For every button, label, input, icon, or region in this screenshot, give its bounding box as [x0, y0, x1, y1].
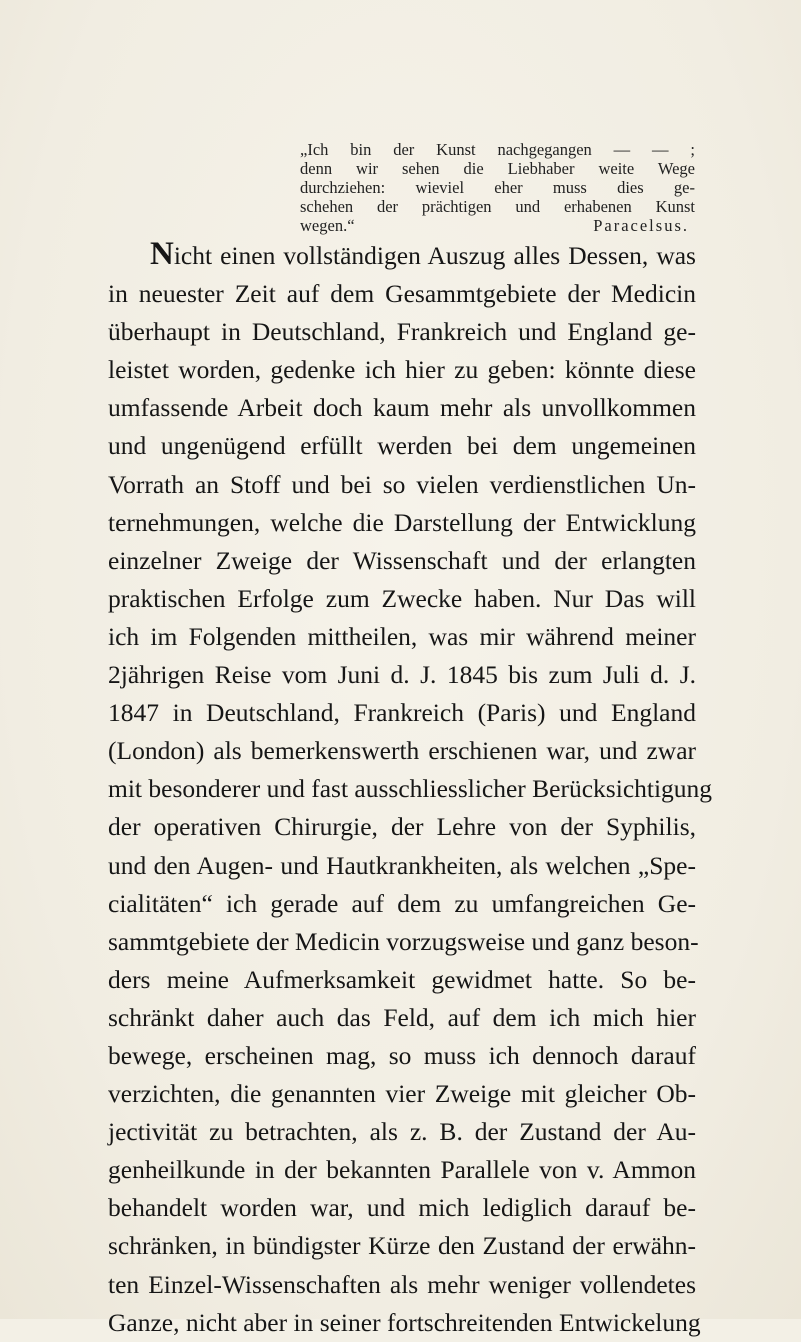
- paragraph-line: praktischen Erfolge zum Zwecke haben. Nur Das will: [108, 583, 696, 613]
- paragraph-line: bewege, erscheinen mag, so muss ich dennoch darauf: [108, 1040, 696, 1070]
- paragraph-line: ich im Folgenden mittheilen, was mir während meiner: [108, 621, 696, 651]
- main-paragraph: [108, 236, 713, 1342]
- paragraph-line: der operativen Chirurgie, der Lehre von der Syphilis,: [108, 812, 696, 842]
- paragraph-line: ders meine Aufmerksamkeit gewidmet hatte. So be-: [108, 964, 696, 994]
- paragraph-line: Vorrath an Stoff und bei so vielen verdienstlichen Un-: [108, 469, 696, 499]
- paragraph-line: schränken, in bündigster Kürze den Zustand der erwähn-: [108, 1231, 696, 1261]
- paragraph-line: ten Einzel-Wissenschaften als mehr weniger vollendetes: [108, 1269, 696, 1299]
- epigraph-author: Paracelsus.: [593, 216, 689, 235]
- paragraph-line: überhaupt in Deutschland, Frankreich und England ge-: [108, 317, 696, 347]
- epigraph-line: durchziehen: wieviel eher muss dies ge-: [300, 178, 695, 197]
- epigraph-line: schehen der prächtigen und erhabenen Kunst: [300, 197, 695, 216]
- paragraph-line: in neuester Zeit auf dem Gesammtgebiete der Medicin: [108, 279, 696, 309]
- paragraph-line: einzelner Zweige der Wissenschaft und der erlangten: [108, 545, 696, 575]
- paragraph-line: cialitäten“ ich gerade auf dem zu umfangreichen Ge-: [108, 888, 696, 918]
- paragraph-line: verzichten, die genannten vier Zweige mit gleicher Ob-: [108, 1079, 696, 1109]
- paragraph-line: leistet worden, gedenke ich hier zu geben: könnte diese: [108, 355, 696, 385]
- paragraph-line: behandelt worden war, und mich lediglich darauf be-: [108, 1193, 696, 1223]
- paragraph-line: (London) als bemerkenswerth erschienen war, und zwar: [108, 736, 696, 766]
- paragraph-line: 1847 in Deutschland, Frankreich (Paris) und England: [108, 698, 696, 728]
- paragraph-line: schränkt daher auch das Feld, auf dem ich mich hier: [108, 1002, 696, 1032]
- epigraph-last-line: [300, 216, 695, 235]
- paragraph-line: sammtgebiete der Medicin vorzugsweise und ganz beson-: [108, 926, 699, 956]
- paragraph-line: genheilkunde in der bekannten Parallele von v. Ammon: [108, 1155, 696, 1185]
- paragraph-line: und den Augen- und Hautkrankheiten, als welchen „Spe-: [108, 850, 696, 880]
- epigraph-line: wegen.“: [300, 216, 355, 235]
- drop-cap: N: [150, 236, 174, 272]
- first-line-text: icht einen vollständigen Auszug alles Dessen, was: [173, 241, 696, 270]
- paragraph-line: Ganze, nicht aber in seiner fortschreitenden Entwickelung: [108, 1307, 701, 1337]
- paragraph-line: 2jährigen Reise vom Juni d. J. 1845 bis zum Juli d. J.: [108, 660, 696, 690]
- paragraph-line: mit besonderer und fast ausschliesslicher Berücksichtigung: [108, 774, 713, 804]
- paragraph-line: jectivität zu betrachten, als z. B. der Zustand der Au-: [108, 1117, 696, 1147]
- epigraph-line: denn wir sehen die Liebhaber weite Wege: [300, 159, 695, 178]
- paragraph-first-line: [108, 237, 696, 275]
- epigraph-line: „Ich bin der Kunst nachgegangen — — ;: [300, 140, 695, 159]
- paragraph-line: umfassende Arbeit doch kaum mehr als unvollkommen: [108, 393, 696, 423]
- epigraph: [300, 140, 695, 235]
- paragraph-line: und ungenügend erfüllt werden bei dem ungemeinen: [108, 431, 696, 461]
- paragraph-line: ternehmungen, welche die Darstellung der Entwicklung: [108, 507, 696, 537]
